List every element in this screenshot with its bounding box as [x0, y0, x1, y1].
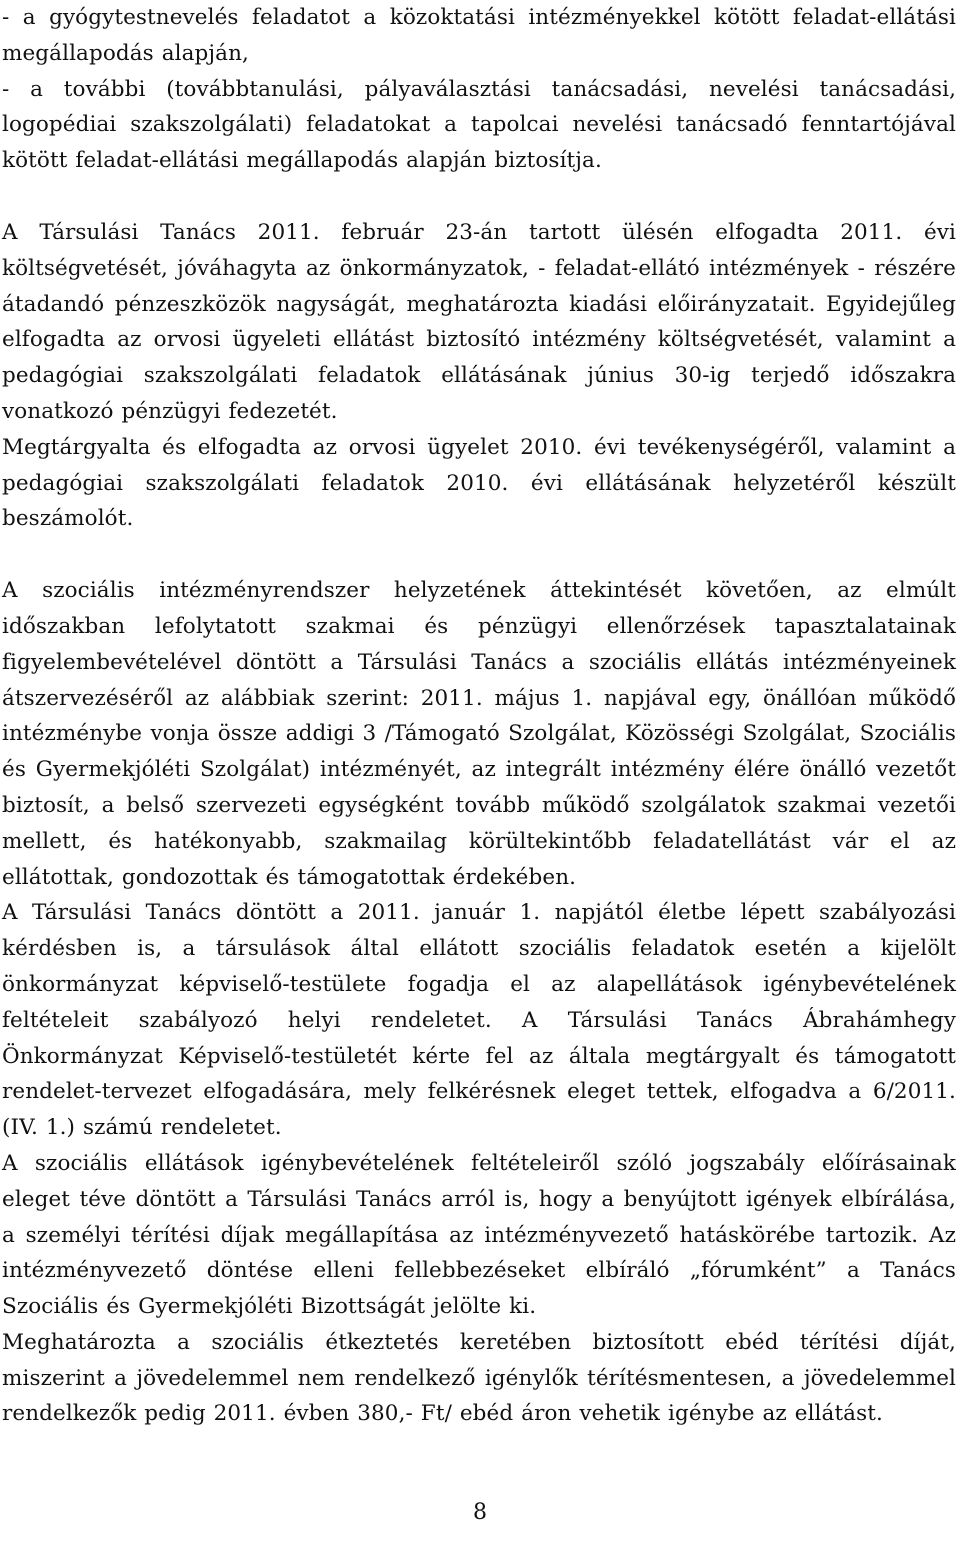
paragraph-tovabbi-feladatok: - a további (továbbtanulási, pályaválasztási tanácsadási, nevelési tanácsadási, logopédiai szakszolgálati) feladatokat a tapolcai nevelési tanácsadó fenntartójával kötött feladat-ellátási megállapodás alapján biztosítja. — [2, 76, 956, 174]
paragraph-gap — [2, 179, 956, 215]
paragraph-szocialis-intezmenyrendszer: A szociális intézményrendszer helyzetének áttekintését követően, az elmúlt időszakban lefolytatott szakmai és pénzügyi ellenőrzések tapasztalatainak figyelembevételével döntött a Társulási Tanács a szociális ellátás intézményeinek átszervezéséről az alábbiak szerint: 2011. május 1. napjával egy, önállóan működő intézménybe vonja össze addigi 3 /Támogató Szolgálat, Közösségi Szolgálat, Szociális és Gyermekjóléti Szolgálat) intézményét, az integrált intézmény élére önálló vezetőt biztosít, a belső szervezeti egységként tovább működő szolgálatok szakmai vezetői mellett, és hatékonyabb, szakmailag körültekintőbb feladatellátást vár el az ellátottak, gondozottak és támogatottak érdekében. — [2, 578, 956, 890]
paragraph-gyogytestneveles: - a gyógytestnevelés feladatot a közoktatási intézményekkel kötött feladat-ellátási megállapodás alapján, — [2, 5, 956, 66]
document-body — [2, 0, 956, 1432]
paragraph-koltsegvetes: A Társulási Tanács 2011. február 23-án tartott ülésén elfogadta 2011. évi költségvetését, jóváhagyta az önkormányzatok, - feladat-ellátó intézmények - részére átadandó pénzeszközök nagyságát, meghatározta kiadási előirányzatait. Egyidejűleg elfogadta az orvosi ügyeleti ellátást biztosító intézmény költségvetését, valamint a pedagógiai szakszolgálati feladatok ellátásának június 30-ig terjedő időszakra vonatkozó pénzügyi fedezetét. — [2, 219, 956, 424]
paragraph-etkeztetes: Meghatározta a szociális étkeztetés keretében biztosított ebéd térítési díját, miszerint a jövedelemmel nem rendelkező igénylők térítésmentesen, a jövedelemmel rendelkezők pedig 2011. évben 380,- Ft/ ebéd áron vehetik igénybe az ellátást. — [2, 1329, 956, 1427]
paragraph-igenybevetel: A szociális ellátások igénybevételének feltételeiről szóló jogszabály előírásainak eleget téve döntött a Társulási Tanács arról is, hogy a benyújtott igények elbírálása, a személyi térítési díjak megállapítása az intézményvezető hatáskörébe tartozik. Az intézményvezető döntése elleni fellebbezéseket elbíráló „fórumként” a Tanács Szociális és Gyermekjóléti Bizottságát jelölte ki. — [2, 1150, 956, 1320]
page-number: 8 — [473, 1500, 487, 1525]
paragraph-gap — [2, 537, 956, 573]
paragraph-rendelet: A Társulási Tanács döntött a 2011. január 1. napjától életbe lépett szabályozási kérdésben is, a társulások által ellátott szociális feladatok esetén a kijelölt önkormányzat képviselő-testülete fogadja el az alapellátások igénybevételének feltételeit szabályozó helyi rendeletet. A Társulási Tanács Ábrahámhegy Önkormányzat Képviselő-testületét kérte fel az általa megtárgyalt és támogatott rendelet-tervezet elfogadására, mely felkérésnek eleget tettek, elfogadva a 6/2011. (IV. 1.) számú rendeletet. — [2, 900, 956, 1141]
paragraph-beszamolo: Megtárgyalta és elfogadta az orvosi ügyelet 2010. évi tevékenységéről, valamint a pedagógiai szakszolgálati feladatok 2010. évi ellátásának helyzetéről készült beszámolót. — [2, 434, 956, 532]
